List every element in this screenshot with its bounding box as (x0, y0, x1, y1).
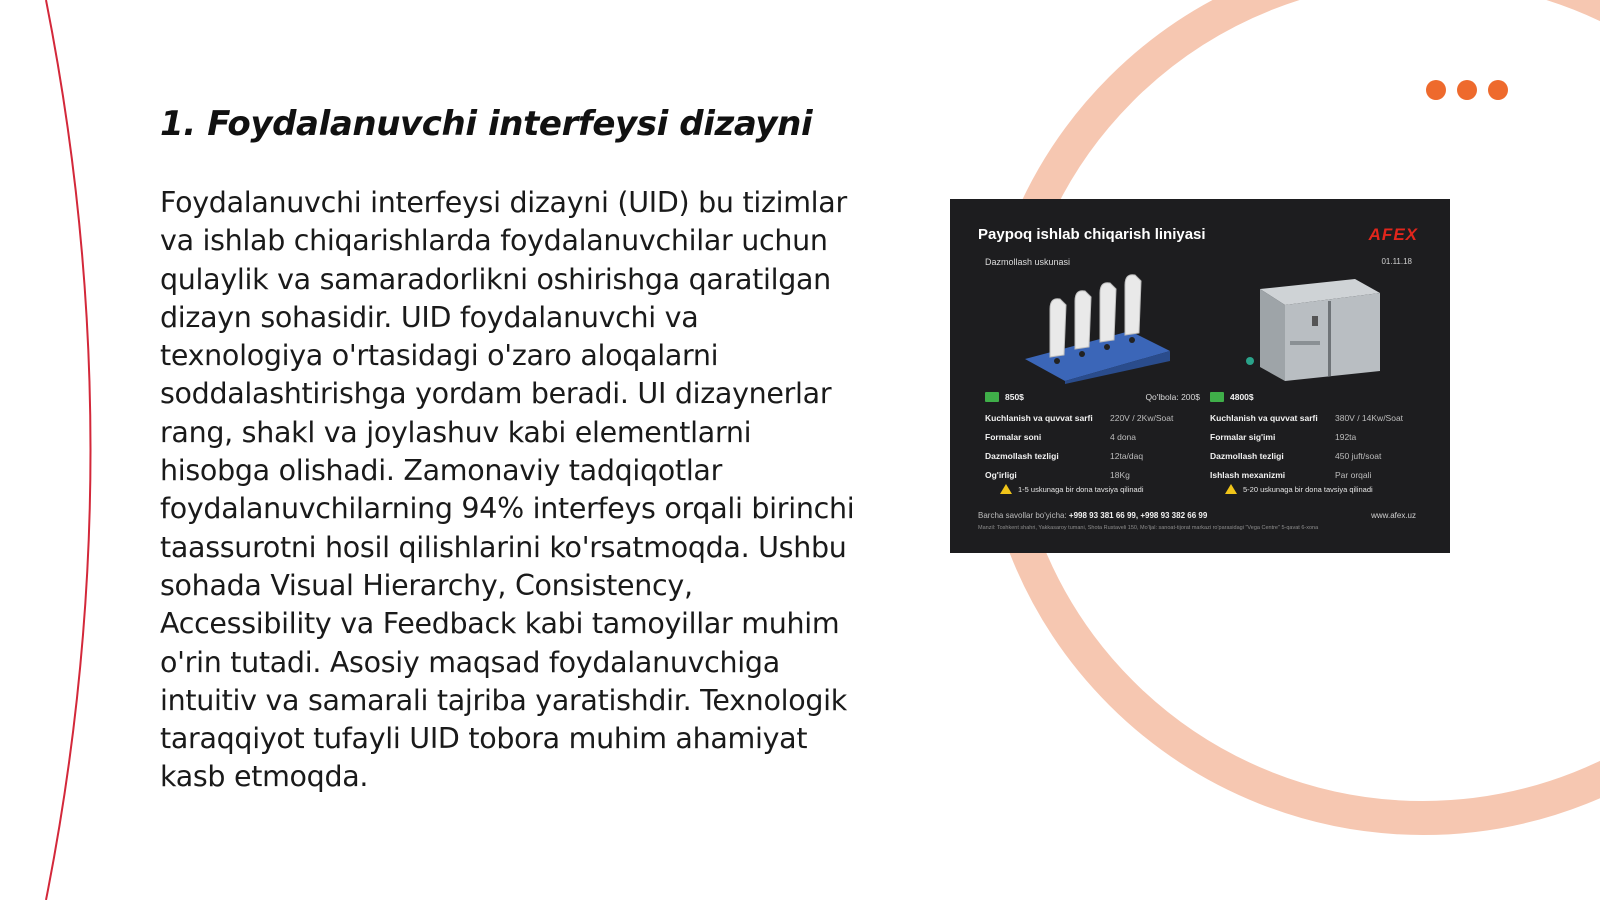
steam-cabinet-illustration (1240, 271, 1390, 386)
ironing-forms-illustration (1020, 269, 1180, 384)
image-footer-contact (978, 511, 1207, 520)
orange-dot (1457, 80, 1477, 100)
warning-icon (1225, 484, 1237, 494)
left-warning (985, 484, 1200, 494)
spec-row (1210, 446, 1425, 465)
spec-value: 450 juft/soat (1335, 450, 1382, 461)
left-price: 850$ (1005, 392, 1024, 402)
spec-key: Dazmollash tezligi (1210, 450, 1284, 461)
image-date: 01.11.18 (1381, 257, 1412, 266)
orange-dot (1426, 80, 1446, 100)
slide-paragraph: Foydalanuvchi interfeysi dizayni (UID) bu tizimlar va ishlab chiqarishlarda foydalanuvchilar uchun qulaylik va samaradorlikni oshirishga qaratilgan dizayn sohasidir. UID foydalanuvchi va texnologiya o'rtasidagi o'zaro aloqalarni soddalashtirishga yordam beradi. UI dizaynerlar rang, shakl va joylashuv kabi elementlarni hisobga olishadi. Zamonaviy tadqiqotlar foydalanuvchilarning 94% interfeys orqali birinchi taassurotni hosil qilishlarini ko'rsatmoqda. Ushbu sohada Visual Hierarchy, Consistency, Accessibility va Feedback kabi tamoyillar muhim o'rin tutadi. Asosiy maqsad foydalanuvchiga intuitiv va samarali tajriba yaratishdir. Texnologik taraqqiyot tufayli UID tobora muhim ahamiyat kasb etmoqda. (160, 186, 855, 794)
spec-row (985, 446, 1200, 465)
spec-row (1210, 465, 1425, 484)
spec-key: Kuchlanish va quvvat sarfi (985, 412, 1093, 423)
money-icon (985, 392, 999, 402)
footer-website: www.afex.uz (1371, 511, 1416, 520)
left-product-specs (985, 389, 1200, 494)
footer-phones: +998 93 381 66 99, +998 93 382 66 99 (1068, 511, 1208, 520)
spec-key: Dazmollash tezligi (985, 450, 1059, 461)
money-icon (1210, 392, 1224, 402)
spec-key: Og'irligi (985, 469, 1017, 480)
image-subtitle: Dazmollash uskunasi (985, 257, 1071, 267)
spec-key: Formalar soni (985, 431, 1042, 442)
spec-value: 220V / 2Kw/Soat (1110, 412, 1174, 423)
spec-key: Kuchlanish va quvvat sarfi (1210, 412, 1318, 423)
product-image (950, 199, 1450, 553)
spec-key: Ishlash mexanizmi (1210, 469, 1286, 480)
warning-text: 5-20 uskunaga bir dona tavsiya qilinadi (1243, 484, 1373, 494)
orange-dot (1488, 80, 1508, 100)
image-title: Paypoq ishlab chiqarish liniyasi (978, 226, 1206, 243)
slide-title: 1. Foydalanuvchi interfeysi dizayni (160, 104, 813, 144)
spec-value: 192ta (1335, 431, 1357, 442)
spec-value: 380V / 14Kw/Soat (1335, 412, 1404, 423)
spec-value: 12ta/daq (1110, 450, 1144, 461)
footer-address: Manzil: Toshkent shahri, Yakkasaroy tumani, Shota Rustaveli 150, Mo'ljal: sanoat-tijorat markazi ro'parasidagi "Vega Centre" 5-qavat 6-xona (978, 525, 1319, 531)
dots-decoration (1426, 80, 1508, 100)
right-product-specs (1210, 389, 1425, 494)
spec-value: Par orqali (1335, 469, 1372, 480)
spec-key: Formalar sig'imi (1210, 431, 1276, 442)
right-warning (1210, 484, 1425, 494)
spec-row (1210, 427, 1425, 446)
warning-icon (1000, 484, 1012, 494)
footer-label: Barcha savollar bo'yicha: (978, 511, 1067, 520)
spec-row (985, 408, 1200, 427)
spec-value: 4 dona (1110, 431, 1136, 442)
afex-logo: AFEX (1368, 225, 1418, 244)
spec-value: 18Kg (1110, 469, 1130, 480)
spec-row (985, 465, 1200, 484)
left-price-extra: Qo'lbola: 200$ (1145, 392, 1200, 402)
spec-row (1210, 408, 1425, 427)
right-price: 4800$ (1230, 392, 1254, 402)
spec-row (985, 427, 1200, 446)
left-curve-line (46, 0, 91, 900)
warning-text: 1-5 uskunaga bir dona tavsiya qilinadi (1018, 484, 1144, 494)
